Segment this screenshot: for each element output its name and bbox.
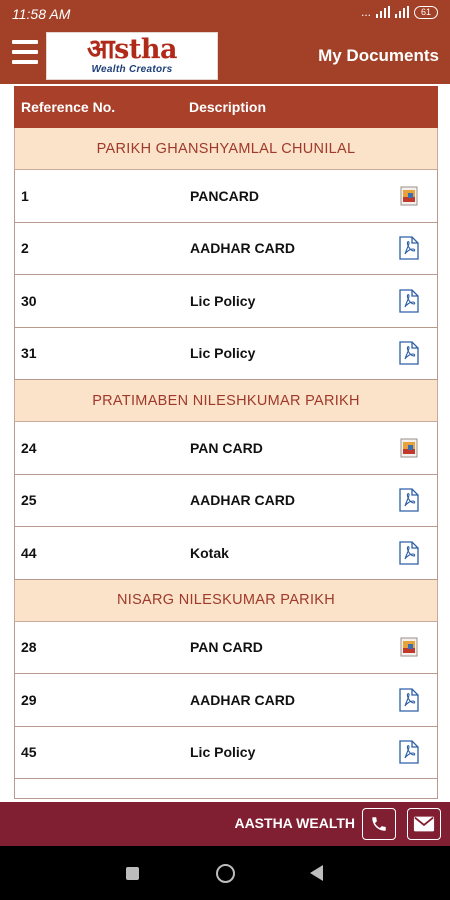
status-indicators (361, 5, 438, 19)
table-row[interactable] (14, 727, 438, 780)
image-file-icon[interactable] (381, 637, 437, 657)
image-file-icon[interactable] (381, 186, 437, 206)
table-row[interactable] (14, 622, 438, 675)
document-description: AADHAR CARD (190, 240, 295, 257)
reference-number: 2 (21, 240, 29, 257)
system-nav-bar (0, 846, 450, 900)
document-description: PAN CARD (190, 439, 263, 456)
pdf-file-icon[interactable] (381, 488, 437, 512)
table-body (14, 128, 438, 799)
document-description: Lic Policy (190, 744, 256, 761)
table-row[interactable] (14, 475, 438, 528)
group-header: NISARG NILESKUMAR PARIKH (14, 580, 438, 622)
logo-tagline: Wealth Creators (91, 64, 173, 75)
table-row-partial[interactable] (14, 779, 438, 799)
document-description: Lic Policy (190, 345, 256, 362)
home-button[interactable] (216, 864, 235, 883)
documents-table[interactable] (14, 86, 438, 802)
app-bar (0, 28, 450, 84)
table-row[interactable] (14, 674, 438, 727)
table-row[interactable] (14, 328, 438, 381)
document-description: Kotak (190, 544, 229, 561)
document-description: PAN CARD (190, 639, 263, 656)
document-description: AADHAR CARD (190, 691, 295, 708)
signal-icon-2 (395, 6, 409, 18)
table-row[interactable] (14, 527, 438, 580)
pdf-file-icon[interactable] (381, 688, 437, 712)
pdf-file-icon[interactable] (381, 541, 437, 565)
reference-number: 45 (21, 744, 37, 761)
document-description: AADHAR CARD (190, 492, 295, 509)
table-row[interactable] (14, 422, 438, 475)
reference-number: 44 (21, 544, 37, 561)
pdf-file-icon[interactable] (381, 341, 437, 365)
pdf-file-icon[interactable] (381, 289, 437, 313)
reference-number: 31 (21, 345, 37, 362)
notification-dots: ... (360, 5, 371, 19)
battery-level: 61 (420, 6, 431, 17)
table-row[interactable] (14, 170, 438, 223)
image-file-icon[interactable] (381, 438, 437, 458)
page-title: My Documents (318, 46, 439, 65)
mail-icon[interactable] (407, 808, 441, 840)
header-reference: Reference No. (21, 99, 116, 115)
header-description: Description (189, 99, 267, 115)
group-header: PARIKH GHANSHYAMLAL CHUNILAL (14, 128, 438, 170)
reference-number: 28 (21, 639, 37, 656)
reference-number: 25 (21, 492, 37, 509)
back-button[interactable] (310, 865, 323, 881)
recents-button[interactable] (126, 867, 139, 880)
pdf-file-icon[interactable] (381, 740, 437, 764)
reference-number: 24 (21, 439, 37, 456)
table-row[interactable] (14, 223, 438, 276)
document-description: PANCARD (190, 187, 259, 204)
reference-number: 1 (21, 187, 29, 204)
battery-icon (414, 6, 438, 19)
logo-text: आstha (87, 34, 177, 65)
aastha-logo (46, 32, 218, 80)
group-header: PRATIMABEN NILESHKUMAR PARIKH (14, 380, 438, 422)
footer-bar (0, 802, 450, 846)
hamburger-menu-icon[interactable] (12, 40, 38, 68)
pdf-file-icon[interactable] (381, 236, 437, 260)
phone-icon[interactable] (362, 808, 396, 840)
table-row[interactable] (14, 275, 438, 328)
footer-brand: AASTHA WEALTH (234, 815, 355, 831)
table-header (14, 86, 438, 128)
reference-number: 30 (21, 292, 37, 309)
status-bar (0, 0, 450, 28)
status-time: 11:58 AM (12, 6, 71, 22)
document-description: Lic Policy (190, 292, 256, 309)
reference-number: 29 (21, 691, 37, 708)
signal-icon (376, 6, 390, 18)
